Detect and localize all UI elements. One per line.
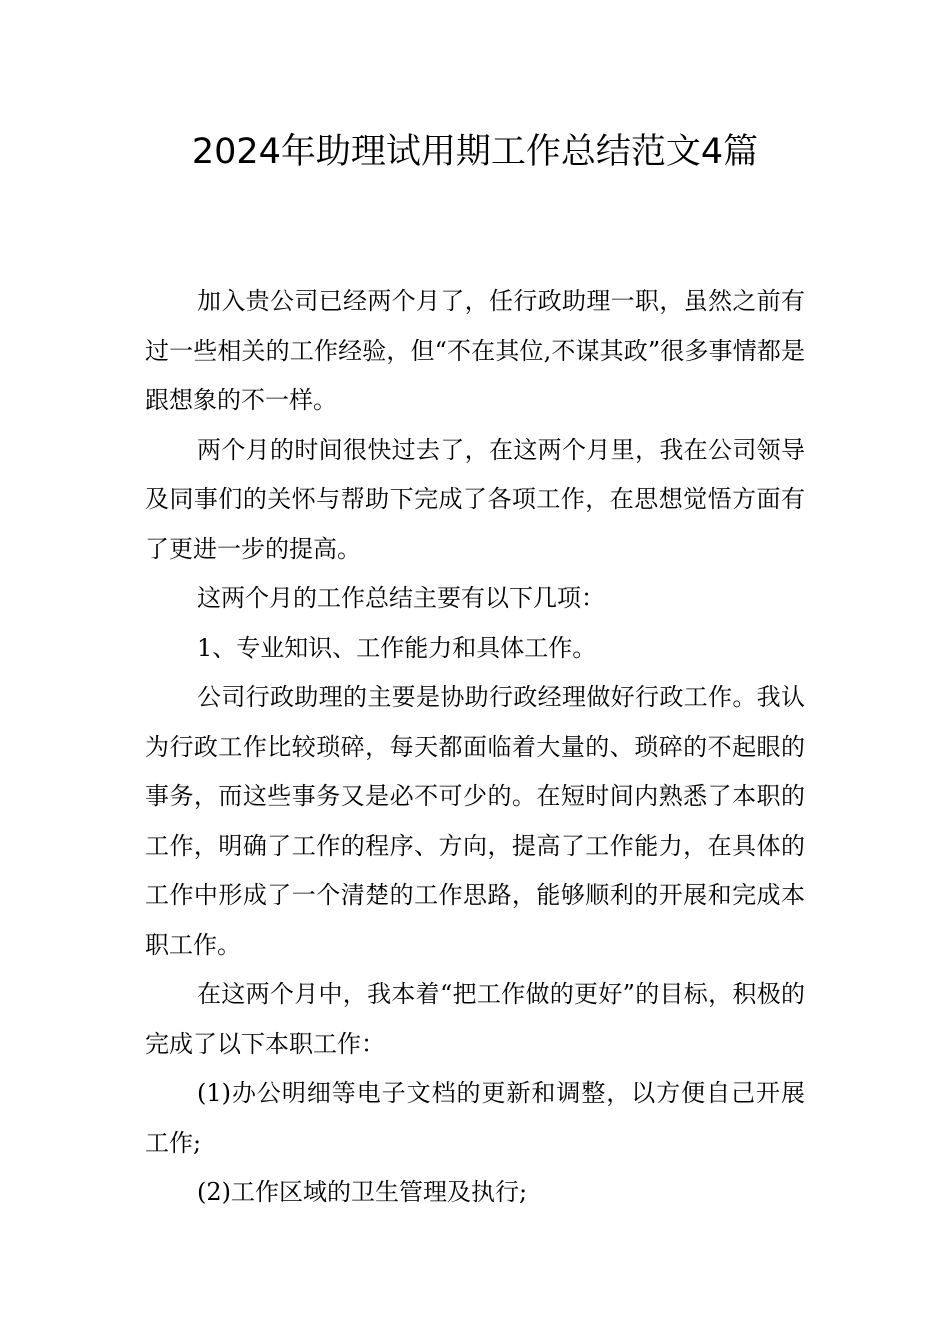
document-body (145, 277, 805, 1218)
paragraph-5: 公司行政助理的主要是协助行政经理做好行政工作。我认为行政工作比较琐碎，每天都面临着大量的、琐碎的不起眼的事务，而这些事务又是必不可少的。在短时间内熟悉了本职的工作，明确了工作的程序、方向，提高了工作能力，在具体的工作中形成了一个清楚的工作思路，能够顺利的开展和完成本职工作。 (145, 683, 805, 959)
paragraph-4: 1、专业知识、工作能力和具体工作。 (197, 633, 597, 662)
paragraph-6: 在这两个月中，我本着“把工作做的更好”的目标，积极的完成了以下本职工作： (145, 980, 805, 1058)
paragraph-2: 两个月的时间很快过去了，在这两个月里，我在公司领导及同事们的关怀与帮助下完成了各项工作，在思想觉悟方面有了更进一步的提高。 (145, 435, 805, 563)
paragraph-3: 这两个月的工作总结主要有以下几项： (197, 584, 605, 612)
paragraph-7: (1)办公明细等电子文档的更新和调整，以方便自己开展工作; (145, 1079, 805, 1157)
paragraph-8: (2)工作区域的卫生管理及执行; (197, 1178, 528, 1206)
document-title: 2024年助理试用期工作总结范文4篇 (191, 132, 759, 172)
paragraph-1: 加入贵公司已经两个月了，任行政助理一职，虽然之前有过一些相关的工作经验，但“不在其位,不谋其政”很多事情都是跟想象的不一样。 (145, 287, 805, 414)
